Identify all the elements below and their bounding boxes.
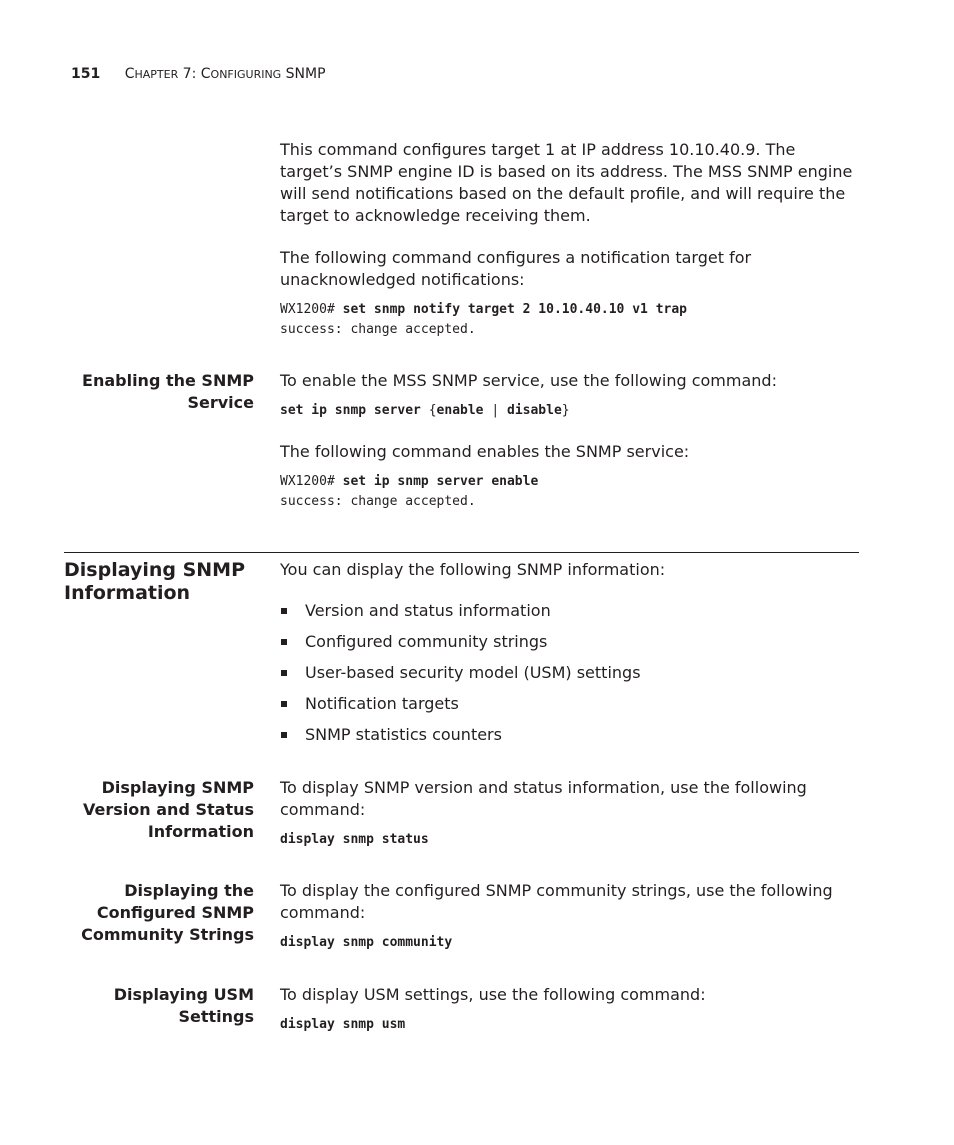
bullet-square-icon <box>281 732 287 738</box>
section-heading-enabling-snmp: Enabling the SNMP Service <box>82 371 254 412</box>
community-paragraph: To display the configured SNMP community strings, use the following command: <box>280 881 833 922</box>
section-divider <box>64 552 859 553</box>
list-item: Configured community strings <box>280 631 641 662</box>
command-display-snmp-community: display snmp community <box>280 935 453 950</box>
intro-paragraph-2: The following command configures a notification target for unacknowledged notifications: <box>280 248 752 289</box>
enabling-paragraph-1: To enable the MSS SNMP service, use the following command: <box>280 371 777 390</box>
bullet-square-icon <box>281 701 287 707</box>
list-item: Version and status information <box>280 600 641 631</box>
version-status-paragraph: To display SNMP version and status information, use the following command: <box>280 778 807 819</box>
section-heading-community-strings: Displaying the Configured SNMP Community Strings <box>81 881 254 944</box>
list-item: SNMP statistics counters <box>280 724 641 755</box>
bullet-square-icon <box>281 670 287 676</box>
usm-paragraph: To display USM settings, use the following command: <box>280 985 706 1004</box>
bullet-square-icon <box>281 639 287 645</box>
page-number: 151 <box>71 66 101 82</box>
bullet-square-icon <box>281 608 287 614</box>
command-display-snmp-usm: display snmp usm <box>280 1017 406 1032</box>
intro-paragraph-1: This command configures target 1 at IP address 10.10.40.9. The target’s SNMP engine ID is based on its address. The MSS SNMP engine will send notifications based on the default profile, and will require the target to acknowledge receiving them. <box>280 140 853 225</box>
enabling-paragraph-2: The following command enables the SNMP service: <box>280 442 690 461</box>
list-item: Notification targets <box>280 693 641 724</box>
displaying-paragraph: You can display the following SNMP information: <box>280 560 666 579</box>
major-heading-displaying-snmp: Displaying SNMP Information <box>64 559 246 604</box>
running-header <box>71 66 326 82</box>
section-heading-version-status: Displaying SNMP Version and Status Information <box>83 778 254 841</box>
code-example-notify-target: WX1200# set snmp notify target 2 10.10.40.10 v1 trap success: change accepted. <box>280 302 687 337</box>
section-heading-usm-settings: Displaying USM Settings <box>113 985 254 1026</box>
list-item: User-based security model (USM) settings <box>280 662 641 693</box>
snmp-info-list <box>280 600 641 755</box>
command-display-snmp-status: display snmp status <box>280 832 429 847</box>
chapter-title: CHAPTER 7: CONFIGURING SNMP <box>124 66 326 82</box>
code-example-enable-server: WX1200# set ip snmp server enable success: change accepted. <box>280 474 539 509</box>
command-syntax-snmp-server: set ip snmp server {enable | disable} <box>280 403 570 418</box>
